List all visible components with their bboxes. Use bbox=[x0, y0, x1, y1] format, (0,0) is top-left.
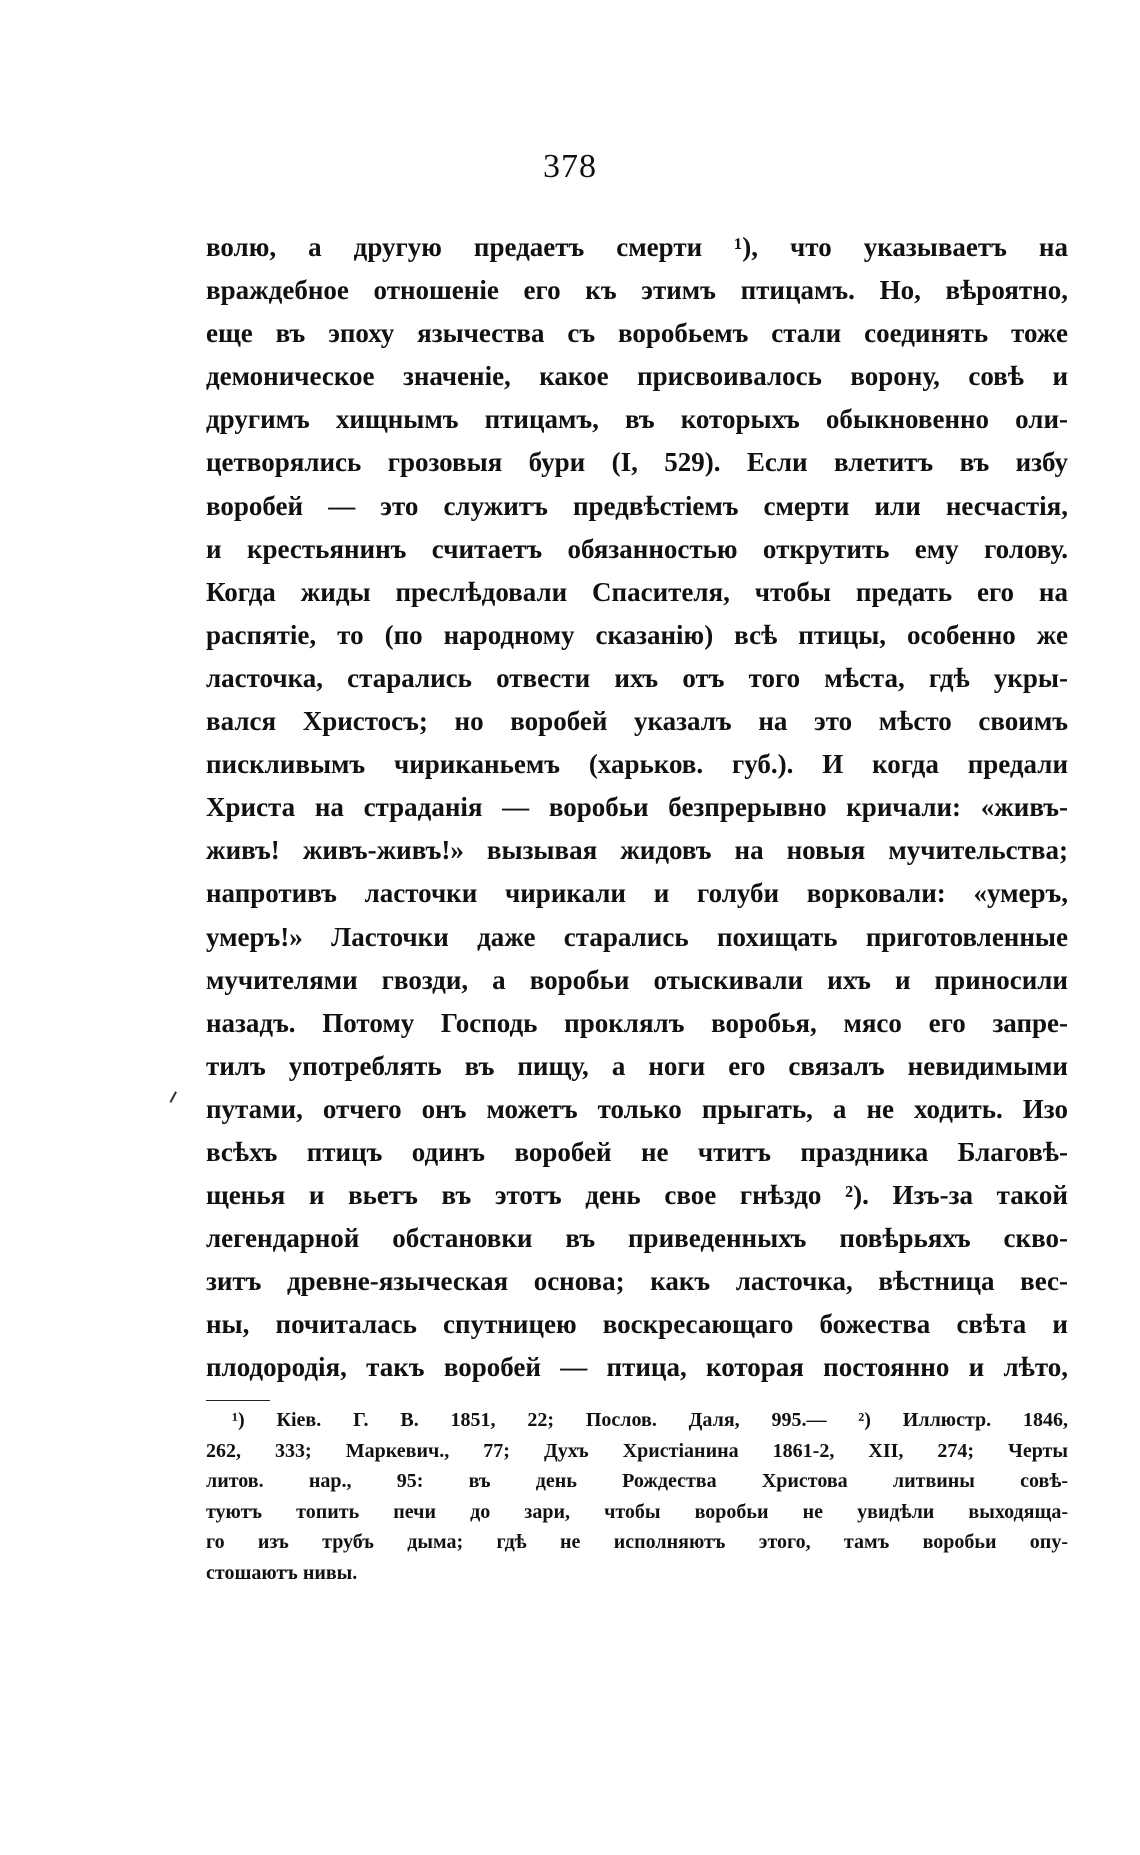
text-line: еще въ эпоху язычества съ воробьемъ стали соединять тоже bbox=[206, 318, 1068, 349]
text-line: ны, почиталась спутницею воскресающаго божества свѣта и bbox=[206, 1309, 1068, 1340]
footnote-rule bbox=[206, 1400, 270, 1401]
text-line: Христа на страданія — воробьи безпрерывно кричали: «живъ- bbox=[206, 792, 1068, 823]
text-line: щенья и вьетъ въ этотъ день свое гнѣздо ²). Изъ-за такой bbox=[206, 1180, 1068, 1211]
footnote-line: стошаютъ нивы. bbox=[206, 1561, 358, 1584]
margin-pencil-mark bbox=[170, 1091, 181, 1104]
text-line: вался Христосъ; но воробей указалъ на это мѣсто своимъ bbox=[206, 706, 1068, 737]
footnote-line: ¹) Кіев. Г. В. 1851, 22; Послов. Даля, 995.— ²) Иллюстр. 1846, bbox=[232, 1409, 1068, 1431]
text-line: распятіе, то (по народному сказанію) всѣ птицы, особенно же bbox=[206, 619, 1068, 650]
text-line: ласточка, старались отвести ихъ отъ того мѣста, гдѣ укры- bbox=[206, 662, 1068, 693]
text-line: легендарной обстановки въ приведенныхъ повѣрьяхъ скво- bbox=[206, 1223, 1068, 1254]
footnotes bbox=[206, 1405, 1068, 1588]
text-line: живъ! живъ-живъ!» вызывая жидовъ на новыя мучительства; bbox=[206, 835, 1068, 866]
text-line: напротивъ ласточки чирикали и голуби ворковали: «умеръ, bbox=[206, 878, 1068, 909]
text-line: демоническое значеніе, какое присвоивалось ворону, совѣ и bbox=[206, 361, 1068, 392]
text-line: другимъ хищнымъ птицамъ, въ которыхъ обыкновенно оли- bbox=[206, 404, 1068, 435]
text-line: враждебное отношеніе его къ этимъ птицамъ. Но, вѣроятно, bbox=[206, 275, 1068, 306]
text-line: Когда жиды преслѣдовали Спасителя, чтобы предать его на bbox=[206, 576, 1068, 607]
main-text bbox=[206, 226, 1068, 1390]
footnote-line: го изъ трубъ дыма; гдѣ не исполняютъ этого, тамъ воробьи опу- bbox=[206, 1531, 1068, 1553]
footnote-line: туютъ топить печи до зари, чтобы воробьи не увидѣли выходяща- bbox=[206, 1500, 1068, 1523]
text-line: цетворялись грозовыя бури (I, 529). Если влетитъ въ избу bbox=[206, 447, 1068, 478]
text-line: плодородія, такъ воробей — птица, которая постоянно и лѣто, bbox=[206, 1352, 1068, 1383]
text-line: путами, отчего онъ можетъ только прыгать, а не ходить. Изо bbox=[206, 1093, 1068, 1124]
text-line: воробей — это служитъ предвѣстіемъ смерти или несчастія, bbox=[206, 490, 1068, 521]
page-number: 378 bbox=[543, 148, 597, 185]
text-line: умеръ!» Ласточки даже старались похищать приготовленные bbox=[206, 921, 1068, 952]
text-line: всѣхъ птицъ одинъ воробей не чтитъ праздника Благовѣ- bbox=[206, 1136, 1068, 1167]
text-line: назадъ. Потому Господь проклялъ воробья, мясо его запре- bbox=[206, 1007, 1068, 1038]
text-line: пискливымъ чириканьемъ (харьков. губ.). И когда предали bbox=[206, 749, 1068, 780]
text-line: волю, а другую предаетъ смерти ¹), что указываетъ на bbox=[206, 232, 1068, 262]
text-line: мучителями гвозди, а воробьи отыскивали ихъ и приносили bbox=[206, 964, 1068, 995]
footnote-line: 262, 333; Маркевич., 77; Духъ Христіанина 1861-2, XII, 274; Черты bbox=[206, 1439, 1068, 1462]
text-line: зитъ древне-языческая основа; какъ ласточка, вѣстница вес- bbox=[206, 1266, 1068, 1297]
text-line: и крестьянинъ считаетъ обязанностью открутить ему голову. bbox=[206, 533, 1068, 564]
text-line: тилъ употреблять въ пищу, а ноги его связалъ невидимыми bbox=[206, 1050, 1068, 1081]
footnote-line: литов. нар., 95: въ день Рождества Христова литвины совѣ- bbox=[206, 1470, 1068, 1492]
